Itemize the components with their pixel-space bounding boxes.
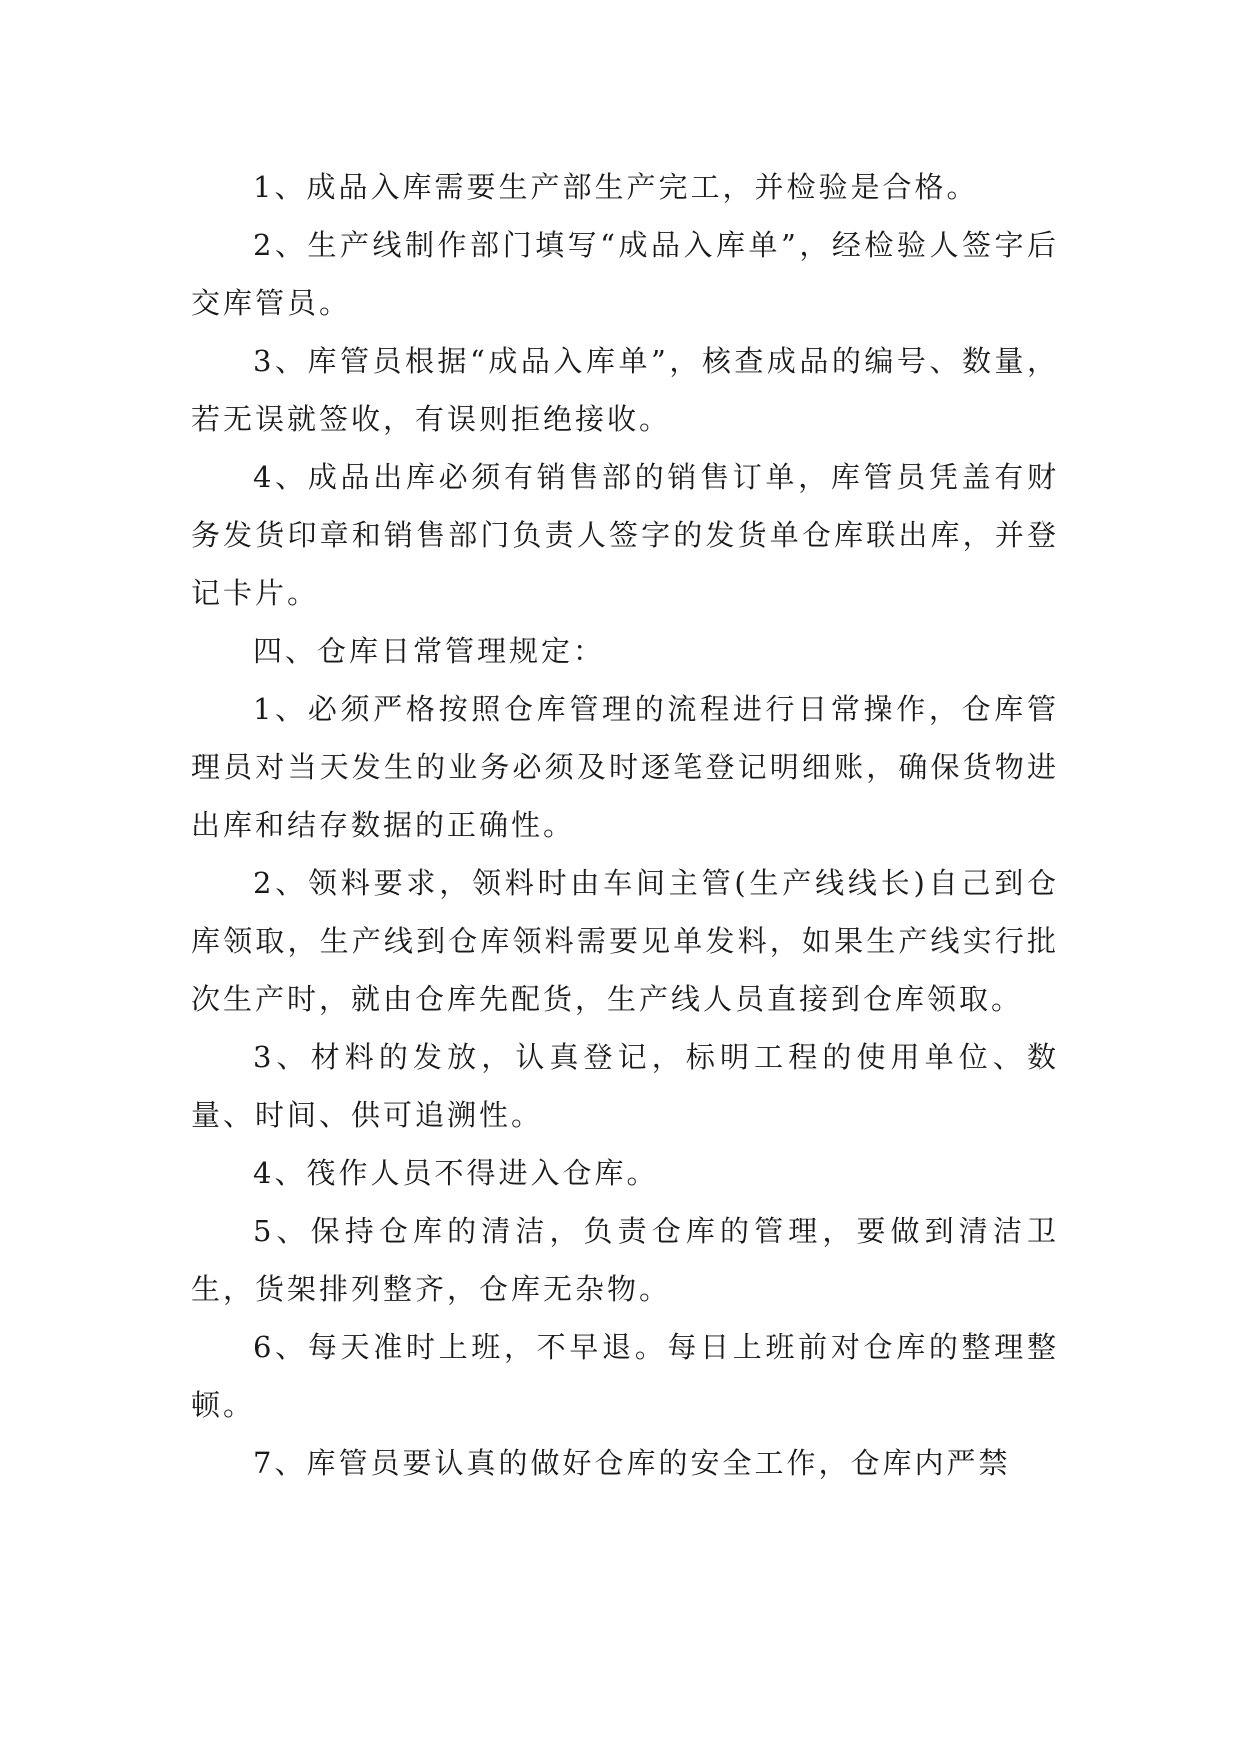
- paragraph-material-requisition: 2、领料要求，领料时由车间主管(生产线线长)自己到仓库领取，生产线到仓库领料需要见单发料，如果生产线实行批次生产时，就由仓库先配货，生产线人员直接到仓库领取。: [191, 866, 1059, 1016]
- paragraph-attendance: 6、每天准时上班，不早退。每日上班前对仓库的整理整顿。: [191, 1330, 1059, 1422]
- paragraph-material-issuance: 3、材料的发放，认真登记，标明工程的使用单位、数量、时间、供可追溯性。: [191, 1040, 1059, 1132]
- paragraph-cleanliness: 5、保持仓库的清洁，负责仓库的管理，要做到清洁卫生，货架排列整齐，仓库无杂物。: [191, 1214, 1059, 1306]
- section-heading-daily-management: 四、仓库日常管理规定：: [253, 634, 606, 668]
- paragraph-outbound-requirements: 4、成品出库必须有销售部的销售订单，库管员凭盖有财务发货印章和销售部门负责人签字的发货单仓库联出库，并登记卡片。: [191, 460, 1059, 610]
- paragraph-access-restriction: 4、筏作人员不得进入仓库。: [253, 1156, 659, 1190]
- document-body: [191, 158, 1059, 1492]
- paragraph-safety: 7、库管员要认真的做好仓库的安全工作，仓库内严禁: [253, 1446, 1011, 1480]
- paragraph-finished-goods-inbound-inspection: 1、成品入库需要生产部生产完工，并检验是合格。: [253, 170, 979, 204]
- paragraph-daily-operations: 1、必须严格按照仓库管理的流程进行日常操作，仓库管理员对当天发生的业务必须及时逐笔登记明细账，确保货物进出库和结存数据的正确性。: [191, 692, 1059, 842]
- paragraph-inbound-verification: 3、库管员根据“成品入库单”，核查成品的编号、数量，若无误就签收，有误则拒绝接收。: [191, 344, 1059, 436]
- paragraph-inbound-form-signing: 2、生产线制作部门填写“成品入库单”，经检验人签字后交库管员。: [191, 228, 1059, 320]
